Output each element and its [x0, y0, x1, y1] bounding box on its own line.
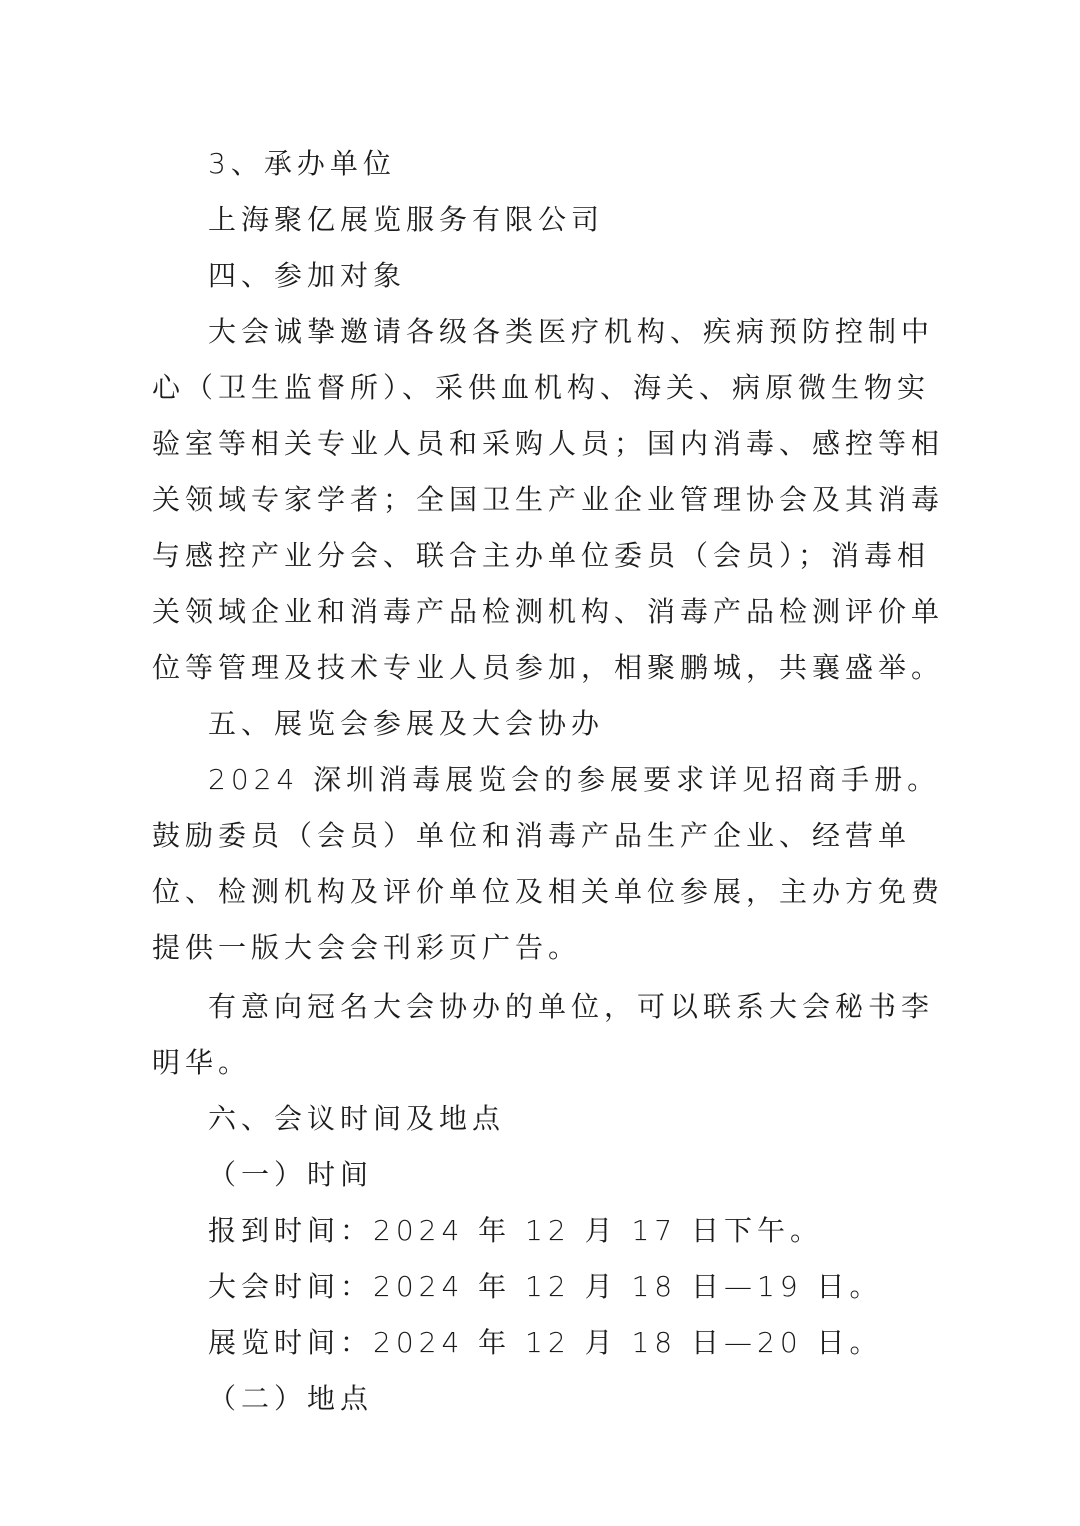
registration-time: 报到时间：2024 年 12 月 17 日下午。	[208, 1214, 824, 1247]
participants-paragraph: 大会诚挚邀请各级各类医疗机构、疾病预防控制中心（卫生监督所）、采供血机构、海关、病原微生物实验室等相关专业人员和采购人员；国内消毒、感控等相关领域专家学者；全国卫生产业企业管理协会及其消毒与感控产业分会、联合主办单位委员（会员）；消毒相关领域企业和消毒产品检测机构、消毒产品检测评价单位等管理及技术专业人员参加，相聚鹏城，共襄盛举。	[152, 315, 945, 684]
subheading-time: （一）时间	[208, 1158, 374, 1191]
conference-time: 大会时间：2024 年 12 月 18 日—19 日。	[208, 1270, 883, 1303]
exhibition-time: 展览时间：2024 年 12 月 18 日—20 日。	[208, 1326, 883, 1359]
sponsorship-paragraph: 有意向冠名大会协办的单位，可以联系大会秘书李明华。	[152, 990, 935, 1079]
section-heading-time-location: 六、会议时间及地点	[208, 1102, 506, 1135]
section-heading-exhibition: 五、展览会参展及大会协办	[208, 707, 605, 740]
exhibition-paragraph: 2024 深圳消毒展览会的参展要求详见招商手册。鼓励委员（会员）单位和消毒产品生产企业、经营单位、检测机构及评价单位及相关单位参展，主办方免费提供一版大会会刊彩页广告。	[152, 763, 945, 964]
document-body	[152, 136, 952, 1427]
subheading-location: （二）地点	[208, 1382, 374, 1415]
section-heading-participants: 四、参加对象	[208, 259, 407, 292]
section-heading-organizer: 3、承办单位	[208, 147, 396, 180]
organizer-name: 上海聚亿展览服务有限公司	[208, 203, 605, 236]
